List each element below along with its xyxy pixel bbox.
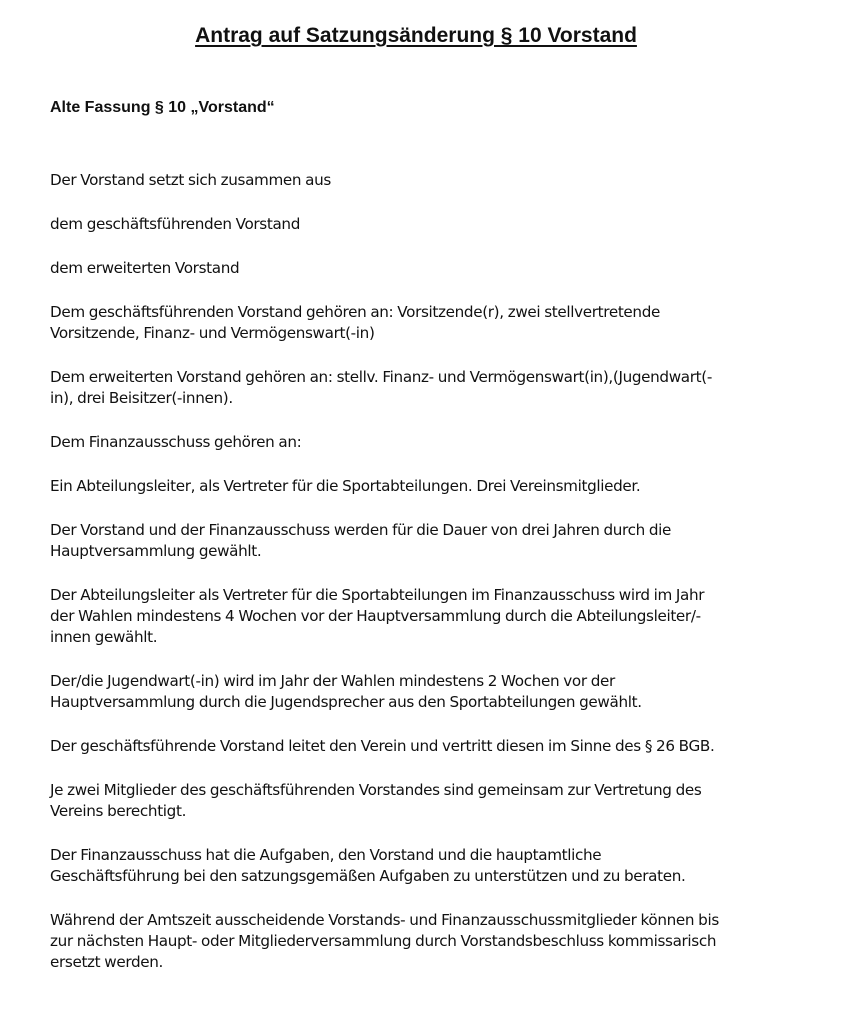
paragraph: dem erweiterten Vorstand xyxy=(50,259,240,277)
paragraph: Dem geschäftsführenden Vorstand gehören an: Vorsitzende(r), zwei stellvertretende Vorsitzende, Finanz- und Vermögenswart(-in) xyxy=(50,303,660,342)
paragraph: Dem erweiterten Vorstand gehören an: stellv. Finanz- und Vermögenswart(in),(Jugendwart(- in), drei Beisitzer(-innen). xyxy=(50,368,712,407)
paragraph: Der geschäftsführende Vorstand leitet den Verein und vertritt diesen im Sinne des § 26 BGB. xyxy=(50,737,715,755)
paragraph: Der Vorstand setzt sich zusammen aus xyxy=(50,171,331,189)
paragraph: dem geschäftsführenden Vorstand xyxy=(50,215,300,233)
document-title: Antrag auf Satzungsänderung § 10 Vorstand xyxy=(195,24,637,47)
document-body xyxy=(50,170,790,996)
section-heading: Alte Fassung § 10 „Vorstand“ xyxy=(50,99,275,116)
paragraph: Während der Amtszeit ausscheidende Vorstands- und Finanzausschussmitglieder können bis zur nächsten Haupt- oder Mitgliederversammlung durch Vorstandsbeschluss kommissarisch ersetzt werden. xyxy=(50,911,719,971)
paragraph: Je zwei Mitglieder des geschäftsführenden Vorstandes sind gemeinsam zur Vertretung des Vereins berechtigt. xyxy=(50,781,702,820)
paragraph: Dem Finanzausschuss gehören an: xyxy=(50,433,302,451)
paragraph: Der Finanzausschuss hat die Aufgaben, den Vorstand und die hauptamtliche Geschäftsführung bei den satzungsgemäßen Aufgaben zu unterstützen und zu beraten. xyxy=(50,846,686,885)
paragraph: Der Abteilungsleiter als Vertreter für die Sportabteilungen im Finanzausschuss wird im Jahr der Wahlen mindestens 4 Wochen vor der Hauptversammlung durch die Abteilungsleiter/- innen gewählt. xyxy=(50,586,705,646)
paragraph: Der Vorstand und der Finanzausschuss werden für die Dauer von drei Jahren durch die Hauptversammlung gewählt. xyxy=(50,521,672,560)
paragraph: Der/die Jugendwart(-in) wird im Jahr der Wahlen mindestens 2 Wochen vor der Hauptversammlung durch die Jugendsprecher aus den Sportabteilungen gewählt. xyxy=(50,672,642,711)
paragraph: Ein Abteilungsleiter, als Vertreter für die Sportabteilungen. Drei Vereinsmitglieder. xyxy=(50,477,641,495)
